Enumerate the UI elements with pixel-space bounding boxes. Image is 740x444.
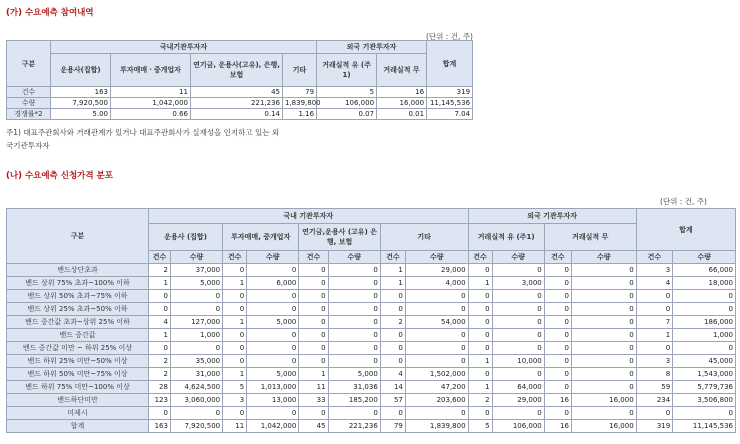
t2-cell: 0 <box>571 264 636 277</box>
t2-cell: 0 <box>149 303 171 316</box>
t1-cell: 5 <box>317 87 377 98</box>
t2-cell: 0 <box>673 407 736 420</box>
t2-cell: 2 <box>149 368 171 381</box>
t2-cell: 0 <box>544 303 571 316</box>
t2-cell: 0 <box>328 342 380 355</box>
t2-cell: 1,502,000 <box>405 368 468 381</box>
t2-cell: 0 <box>149 407 171 420</box>
t2-cell: 64,000 <box>492 381 544 394</box>
t2-subheader: 거래실적 유 (주1) <box>468 224 544 251</box>
t2-cell: 8 <box>636 368 673 381</box>
t2-cell: 0 <box>223 355 247 368</box>
t2-header-quantity: 수량 <box>571 251 636 264</box>
t2-cell: 2 <box>468 394 492 407</box>
t2-cell: 0 <box>328 290 380 303</box>
t2-cell: 4,000 <box>405 277 468 290</box>
t1-header-domestic: 국내기관투자자 <box>51 41 317 54</box>
t2-cell: 123 <box>149 394 171 407</box>
t2-header-count: 건수 <box>149 251 171 264</box>
t2-cell: 0 <box>571 277 636 290</box>
t2-row-label: 밴드 중간값 <box>7 329 149 342</box>
section2-title: (나) 수요예측 신청가격 분포 <box>6 171 113 181</box>
t2-cell: 3 <box>636 355 673 368</box>
t2-cell: 16,000 <box>571 420 636 433</box>
t2-cell: 1,543,000 <box>673 368 736 381</box>
t2-cell: 0 <box>468 303 492 316</box>
t2-cell: 29,000 <box>405 264 468 277</box>
t2-cell: 0 <box>328 303 380 316</box>
t1-cell: 7.04 <box>427 109 473 120</box>
t2-row <box>7 329 736 342</box>
t2-row <box>7 277 736 290</box>
t2-cell: 0 <box>380 329 405 342</box>
t2-cell: 0 <box>468 264 492 277</box>
t2-row <box>7 420 736 433</box>
t2-cell: 0 <box>223 329 247 342</box>
t2-header-count: 건수 <box>468 251 492 264</box>
footnote-line: 주1) 대표주관회사와 거래관계가 있거나 대표주관회사가 실재성을 인지하고 있는 외 <box>6 128 280 137</box>
t2-cell: 45,000 <box>673 355 736 368</box>
t1-row-label: 수량 <box>7 98 51 109</box>
t2-cell: 0 <box>492 407 544 420</box>
t2-cell: 1,839,800 <box>405 420 468 433</box>
t2-cell: 0 <box>544 407 571 420</box>
t1-subheader: 거래실적 유 (주1) <box>317 54 377 87</box>
t2-cell: 2 <box>149 355 171 368</box>
t2-cell: 0 <box>468 329 492 342</box>
t2-header-quantity: 수량 <box>247 251 299 264</box>
t2-row-label: 합계 <box>7 420 149 433</box>
t2-cell: 1 <box>468 277 492 290</box>
t2-cell: 163 <box>149 420 171 433</box>
t2-cell: 0 <box>544 264 571 277</box>
t1-cell: 0.01 <box>377 109 427 120</box>
t2-cell: 0 <box>247 407 299 420</box>
t2-cell: 0 <box>544 342 571 355</box>
t2-cell: 0 <box>149 290 171 303</box>
t2-cell: 0 <box>170 290 222 303</box>
t2-cell: 203,600 <box>405 394 468 407</box>
t2-cell: 0 <box>571 316 636 329</box>
t2-cell: 1,000 <box>170 329 222 342</box>
t2-cell: 47,200 <box>405 381 468 394</box>
t2-cell: 0 <box>299 342 328 355</box>
t2-cell: 11,145,536 <box>673 420 736 433</box>
t1-cell: 79 <box>283 87 317 98</box>
t2-cell: 54,000 <box>405 316 468 329</box>
t2-cell: 18,000 <box>673 277 736 290</box>
section1-footnote <box>6 126 279 152</box>
t2-cell: 0 <box>223 342 247 355</box>
t1-header-foreign: 외국 기관투자자 <box>317 41 427 54</box>
t2-cell: 0 <box>636 303 673 316</box>
t2-cell: 5,000 <box>170 277 222 290</box>
t1-cell: 319 <box>427 87 473 98</box>
t2-row-label: 미제시 <box>7 407 149 420</box>
t2-header-count: 건수 <box>636 251 673 264</box>
t2-header-total: 합계 <box>636 209 735 251</box>
t1-cell: 106,000 <box>317 98 377 109</box>
t2-cell: 0 <box>544 277 571 290</box>
t2-cell: 0 <box>571 342 636 355</box>
t2-cell: 3 <box>223 394 247 407</box>
t2-row-label: 밴드 하위 25% 미만~50% 이상 <box>7 355 149 368</box>
t2-row <box>7 316 736 329</box>
t2-cell: 0 <box>636 407 673 420</box>
t2-header-count: 건수 <box>380 251 405 264</box>
t2-row-label: 밴드 중간값 미만 ~ 하위 25% 이상 <box>7 342 149 355</box>
t2-cell: 1 <box>468 355 492 368</box>
t2-cell: 0 <box>405 342 468 355</box>
t2-cell: 0 <box>544 290 571 303</box>
t2-cell: 0 <box>380 355 405 368</box>
t2-cell: 66,000 <box>673 264 736 277</box>
t2-cell: 0 <box>223 407 247 420</box>
t2-row-label: 밴드 상위 50% 초과~75% 이하 <box>7 290 149 303</box>
t2-cell: 0 <box>571 290 636 303</box>
t2-row-label: 밴드 상위 75% 초과~100% 이하 <box>7 277 149 290</box>
t1-row <box>7 87 473 98</box>
t2-cell: 0 <box>247 329 299 342</box>
t2-cell: 45 <box>299 420 328 433</box>
t2-cell: 0 <box>405 355 468 368</box>
t1-subheader: 운용사(집합) <box>51 54 111 87</box>
section1-unit: (단위 : 건, 주) <box>426 32 473 41</box>
t2-cell: 1,013,000 <box>247 381 299 394</box>
t1-cell: 16,000 <box>377 98 427 109</box>
t2-cell: 33 <box>299 394 328 407</box>
t2-row <box>7 264 736 277</box>
t2-cell: 31,036 <box>328 381 380 394</box>
t2-cell: 0 <box>468 290 492 303</box>
t2-header-count: 건수 <box>299 251 328 264</box>
t1-cell: 221,236 <box>191 98 283 109</box>
t1-row-label: 건수 <box>7 87 51 98</box>
t2-cell: 3,060,000 <box>170 394 222 407</box>
t2-cell: 0 <box>299 329 328 342</box>
t2-subheader: 연기금,운용사 (고유) 은행, 보험 <box>299 224 380 251</box>
t2-cell: 4,624,500 <box>170 381 222 394</box>
t2-cell: 35,000 <box>170 355 222 368</box>
t2-cell: 106,000 <box>492 420 544 433</box>
t2-cell: 0 <box>380 303 405 316</box>
t2-cell: 0 <box>223 290 247 303</box>
t2-cell: 0 <box>247 303 299 316</box>
t2-cell: 57 <box>380 394 405 407</box>
t1-cell: 11,145,536 <box>427 98 473 109</box>
t2-cell: 1 <box>636 329 673 342</box>
footnote-line: 국기관투자자 <box>6 141 50 150</box>
t2-cell: 234 <box>636 394 673 407</box>
t2-row-label: 밴드 상위 25% 초과~50% 이하 <box>7 303 149 316</box>
t2-cell: 0 <box>492 316 544 329</box>
t2-header-quantity: 수량 <box>673 251 736 264</box>
t1-row-label: 경쟁률*2 <box>7 109 51 120</box>
t2-cell: 1 <box>223 316 247 329</box>
t2-cell: 79 <box>380 420 405 433</box>
t2-header-count: 건수 <box>544 251 571 264</box>
t1-subheader: 연기금, 운용사(고유), 은행, 보험 <box>191 54 283 87</box>
t2-row-label: 밴드하단미만 <box>7 394 149 407</box>
t2-cell: 0 <box>544 329 571 342</box>
t2-cell: 1 <box>149 277 171 290</box>
t2-header-foreign: 외국 기관투자자 <box>468 209 636 224</box>
t2-cell: 0 <box>544 316 571 329</box>
t2-cell: 0 <box>571 381 636 394</box>
t2-subheader: 운용사 (집합) <box>149 224 223 251</box>
t2-cell: 0 <box>170 407 222 420</box>
t2-cell: 0 <box>492 303 544 316</box>
t2-cell: 0 <box>405 329 468 342</box>
t2-cell: 16,000 <box>571 394 636 407</box>
t2-cell: 0 <box>247 355 299 368</box>
t2-cell: 1 <box>223 277 247 290</box>
t1-cell: 5.00 <box>51 109 111 120</box>
t1-cell: 1,042,000 <box>111 98 191 109</box>
t2-cell: 0 <box>673 290 736 303</box>
t2-cell: 7 <box>636 316 673 329</box>
t2-cell: 28 <box>149 381 171 394</box>
t2-cell: 0 <box>328 316 380 329</box>
t1-cell: 45 <box>191 87 283 98</box>
t1-header-total: 합계 <box>427 41 473 87</box>
t2-cell: 31,000 <box>170 368 222 381</box>
t2-cell: 0 <box>492 290 544 303</box>
t2-cell: 2 <box>380 316 405 329</box>
t2-cell: 14 <box>380 381 405 394</box>
t2-cell: 0 <box>405 407 468 420</box>
t2-cell: 0 <box>492 264 544 277</box>
t2-cell: 0 <box>328 329 380 342</box>
t1-cell: 11 <box>111 87 191 98</box>
t2-header-domestic: 국내 기관투자자 <box>149 209 469 224</box>
t2-cell: 0 <box>405 290 468 303</box>
t2-header-quantity: 수량 <box>405 251 468 264</box>
t2-cell: 0 <box>571 355 636 368</box>
t2-cell: 2 <box>149 264 171 277</box>
t2-cell: 0 <box>405 303 468 316</box>
t2-cell: 4 <box>380 368 405 381</box>
t2-cell: 0 <box>571 368 636 381</box>
price-distribution-table <box>6 208 736 433</box>
t2-cell: 0 <box>468 368 492 381</box>
t2-cell: 221,236 <box>328 420 380 433</box>
t1-cell: 163 <box>51 87 111 98</box>
t2-cell: 16 <box>544 394 571 407</box>
t2-cell: 11 <box>223 420 247 433</box>
t2-cell: 127,000 <box>170 316 222 329</box>
t2-cell: 1 <box>380 277 405 290</box>
t2-cell: 0 <box>247 264 299 277</box>
t1-subheader: 기타 <box>283 54 317 87</box>
t1-cell: 16 <box>377 87 427 98</box>
t2-cell: 0 <box>544 355 571 368</box>
t2-header-quantity: 수량 <box>328 251 380 264</box>
t2-cell: 0 <box>299 264 328 277</box>
t2-cell: 3,506,800 <box>673 394 736 407</box>
t2-row <box>7 381 736 394</box>
t2-row-label: 밴드 하위 75% 미만~100% 이상 <box>7 381 149 394</box>
t2-cell: 6,000 <box>247 277 299 290</box>
t1-subheader: 거래실적 무 <box>377 54 427 87</box>
t2-cell: 5,000 <box>247 368 299 381</box>
t2-cell: 0 <box>636 290 673 303</box>
t1-cell: 1.16 <box>283 109 317 120</box>
t2-cell: 1 <box>223 368 247 381</box>
t2-cell: 0 <box>468 407 492 420</box>
t2-cell: 0 <box>492 329 544 342</box>
t2-header-count: 건수 <box>223 251 247 264</box>
t2-cell: 5 <box>468 420 492 433</box>
t2-cell: 0 <box>571 407 636 420</box>
t2-cell: 186,000 <box>673 316 736 329</box>
t2-cell: 0 <box>170 342 222 355</box>
t2-row <box>7 407 736 420</box>
t2-row <box>7 368 736 381</box>
t1-cell: 0.07 <box>317 109 377 120</box>
t2-cell: 0 <box>299 290 328 303</box>
t2-header-quantity: 수량 <box>170 251 222 264</box>
t2-cell: 0 <box>328 264 380 277</box>
t2-cell: 0 <box>571 303 636 316</box>
t2-cell: 1 <box>468 381 492 394</box>
t2-row-label: 밴드 하위 50% 미만~75% 이상 <box>7 368 149 381</box>
t2-cell: 0 <box>299 407 328 420</box>
t2-cell: 5,779,736 <box>673 381 736 394</box>
t2-cell: 10,000 <box>492 355 544 368</box>
t2-cell: 0 <box>380 407 405 420</box>
t2-cell: 13,000 <box>247 394 299 407</box>
t2-cell: 16 <box>544 420 571 433</box>
t2-cell: 0 <box>468 316 492 329</box>
t1-cell: 7,920,500 <box>51 98 111 109</box>
t1-row <box>7 109 473 120</box>
t2-row <box>7 342 736 355</box>
t2-header-quantity: 수량 <box>492 251 544 264</box>
t2-cell: 0 <box>492 342 544 355</box>
t2-cell: 0 <box>571 329 636 342</box>
t2-cell: 0 <box>328 277 380 290</box>
t1-cell: 0.66 <box>111 109 191 120</box>
t2-cell: 1 <box>149 329 171 342</box>
t2-cell: 0 <box>673 303 736 316</box>
t2-cell: 0 <box>299 303 328 316</box>
t1-header-gubun: 구분 <box>7 41 51 87</box>
t2-cell: 3,000 <box>492 277 544 290</box>
t2-cell: 0 <box>328 407 380 420</box>
t2-cell: 0 <box>223 264 247 277</box>
t2-cell: 1,000 <box>673 329 736 342</box>
t2-subheader: 투자매매, 중개업자 <box>223 224 299 251</box>
t2-cell: 0 <box>468 342 492 355</box>
t2-cell: 0 <box>380 342 405 355</box>
t2-cell: 0 <box>673 342 736 355</box>
t2-cell: 3 <box>636 264 673 277</box>
t2-cell: 0 <box>299 277 328 290</box>
t1-cell: 1,839,800 <box>283 98 317 109</box>
t2-cell: 0 <box>380 290 405 303</box>
t2-cell: 0 <box>247 342 299 355</box>
t2-cell: 0 <box>544 381 571 394</box>
t1-row <box>7 98 473 109</box>
t2-header-gubun: 구분 <box>7 209 149 264</box>
t2-row <box>7 355 736 368</box>
t2-cell: 11 <box>299 381 328 394</box>
t2-cell: 1,042,000 <box>247 420 299 433</box>
t2-row <box>7 394 736 407</box>
participation-table <box>6 40 473 120</box>
t2-row-label: 밴드상단초과 <box>7 264 149 277</box>
t1-subheader: 투자매매ㆍ중개업자 <box>111 54 191 87</box>
t2-row-label: 밴드 중간값 초과~상위 25% 이하 <box>7 316 149 329</box>
t2-cell: 0 <box>149 342 171 355</box>
t2-row <box>7 290 736 303</box>
t2-cell: 4 <box>636 277 673 290</box>
t2-cell: 4 <box>149 316 171 329</box>
t2-cell: 5,000 <box>247 316 299 329</box>
t2-cell: 7,920,500 <box>170 420 222 433</box>
t2-cell: 319 <box>636 420 673 433</box>
t2-cell: 0 <box>544 368 571 381</box>
t2-cell: 1 <box>380 264 405 277</box>
t2-cell: 5 <box>223 381 247 394</box>
t2-cell: 1 <box>299 368 328 381</box>
t2-row <box>7 303 736 316</box>
t2-cell: 59 <box>636 381 673 394</box>
t2-cell: 29,000 <box>492 394 544 407</box>
t2-cell: 0 <box>492 368 544 381</box>
t2-cell: 0 <box>247 290 299 303</box>
t2-cell: 0 <box>223 303 247 316</box>
section1-title: (가) 수요예측 참여내역 <box>6 8 94 18</box>
t2-subheader: 기타 <box>380 224 468 251</box>
t2-cell: 0 <box>170 303 222 316</box>
t2-cell: 0 <box>299 355 328 368</box>
t2-subheader: 거래실적 무 <box>544 224 636 251</box>
t2-cell: 0 <box>299 316 328 329</box>
t2-cell: 0 <box>636 342 673 355</box>
t2-cell: 37,000 <box>170 264 222 277</box>
section2-unit: (단위 : 건, 주) <box>660 197 707 206</box>
t1-cell: 0.14 <box>191 109 283 120</box>
t2-cell: 185,200 <box>328 394 380 407</box>
t2-cell: 5,000 <box>328 368 380 381</box>
t2-cell: 0 <box>328 355 380 368</box>
